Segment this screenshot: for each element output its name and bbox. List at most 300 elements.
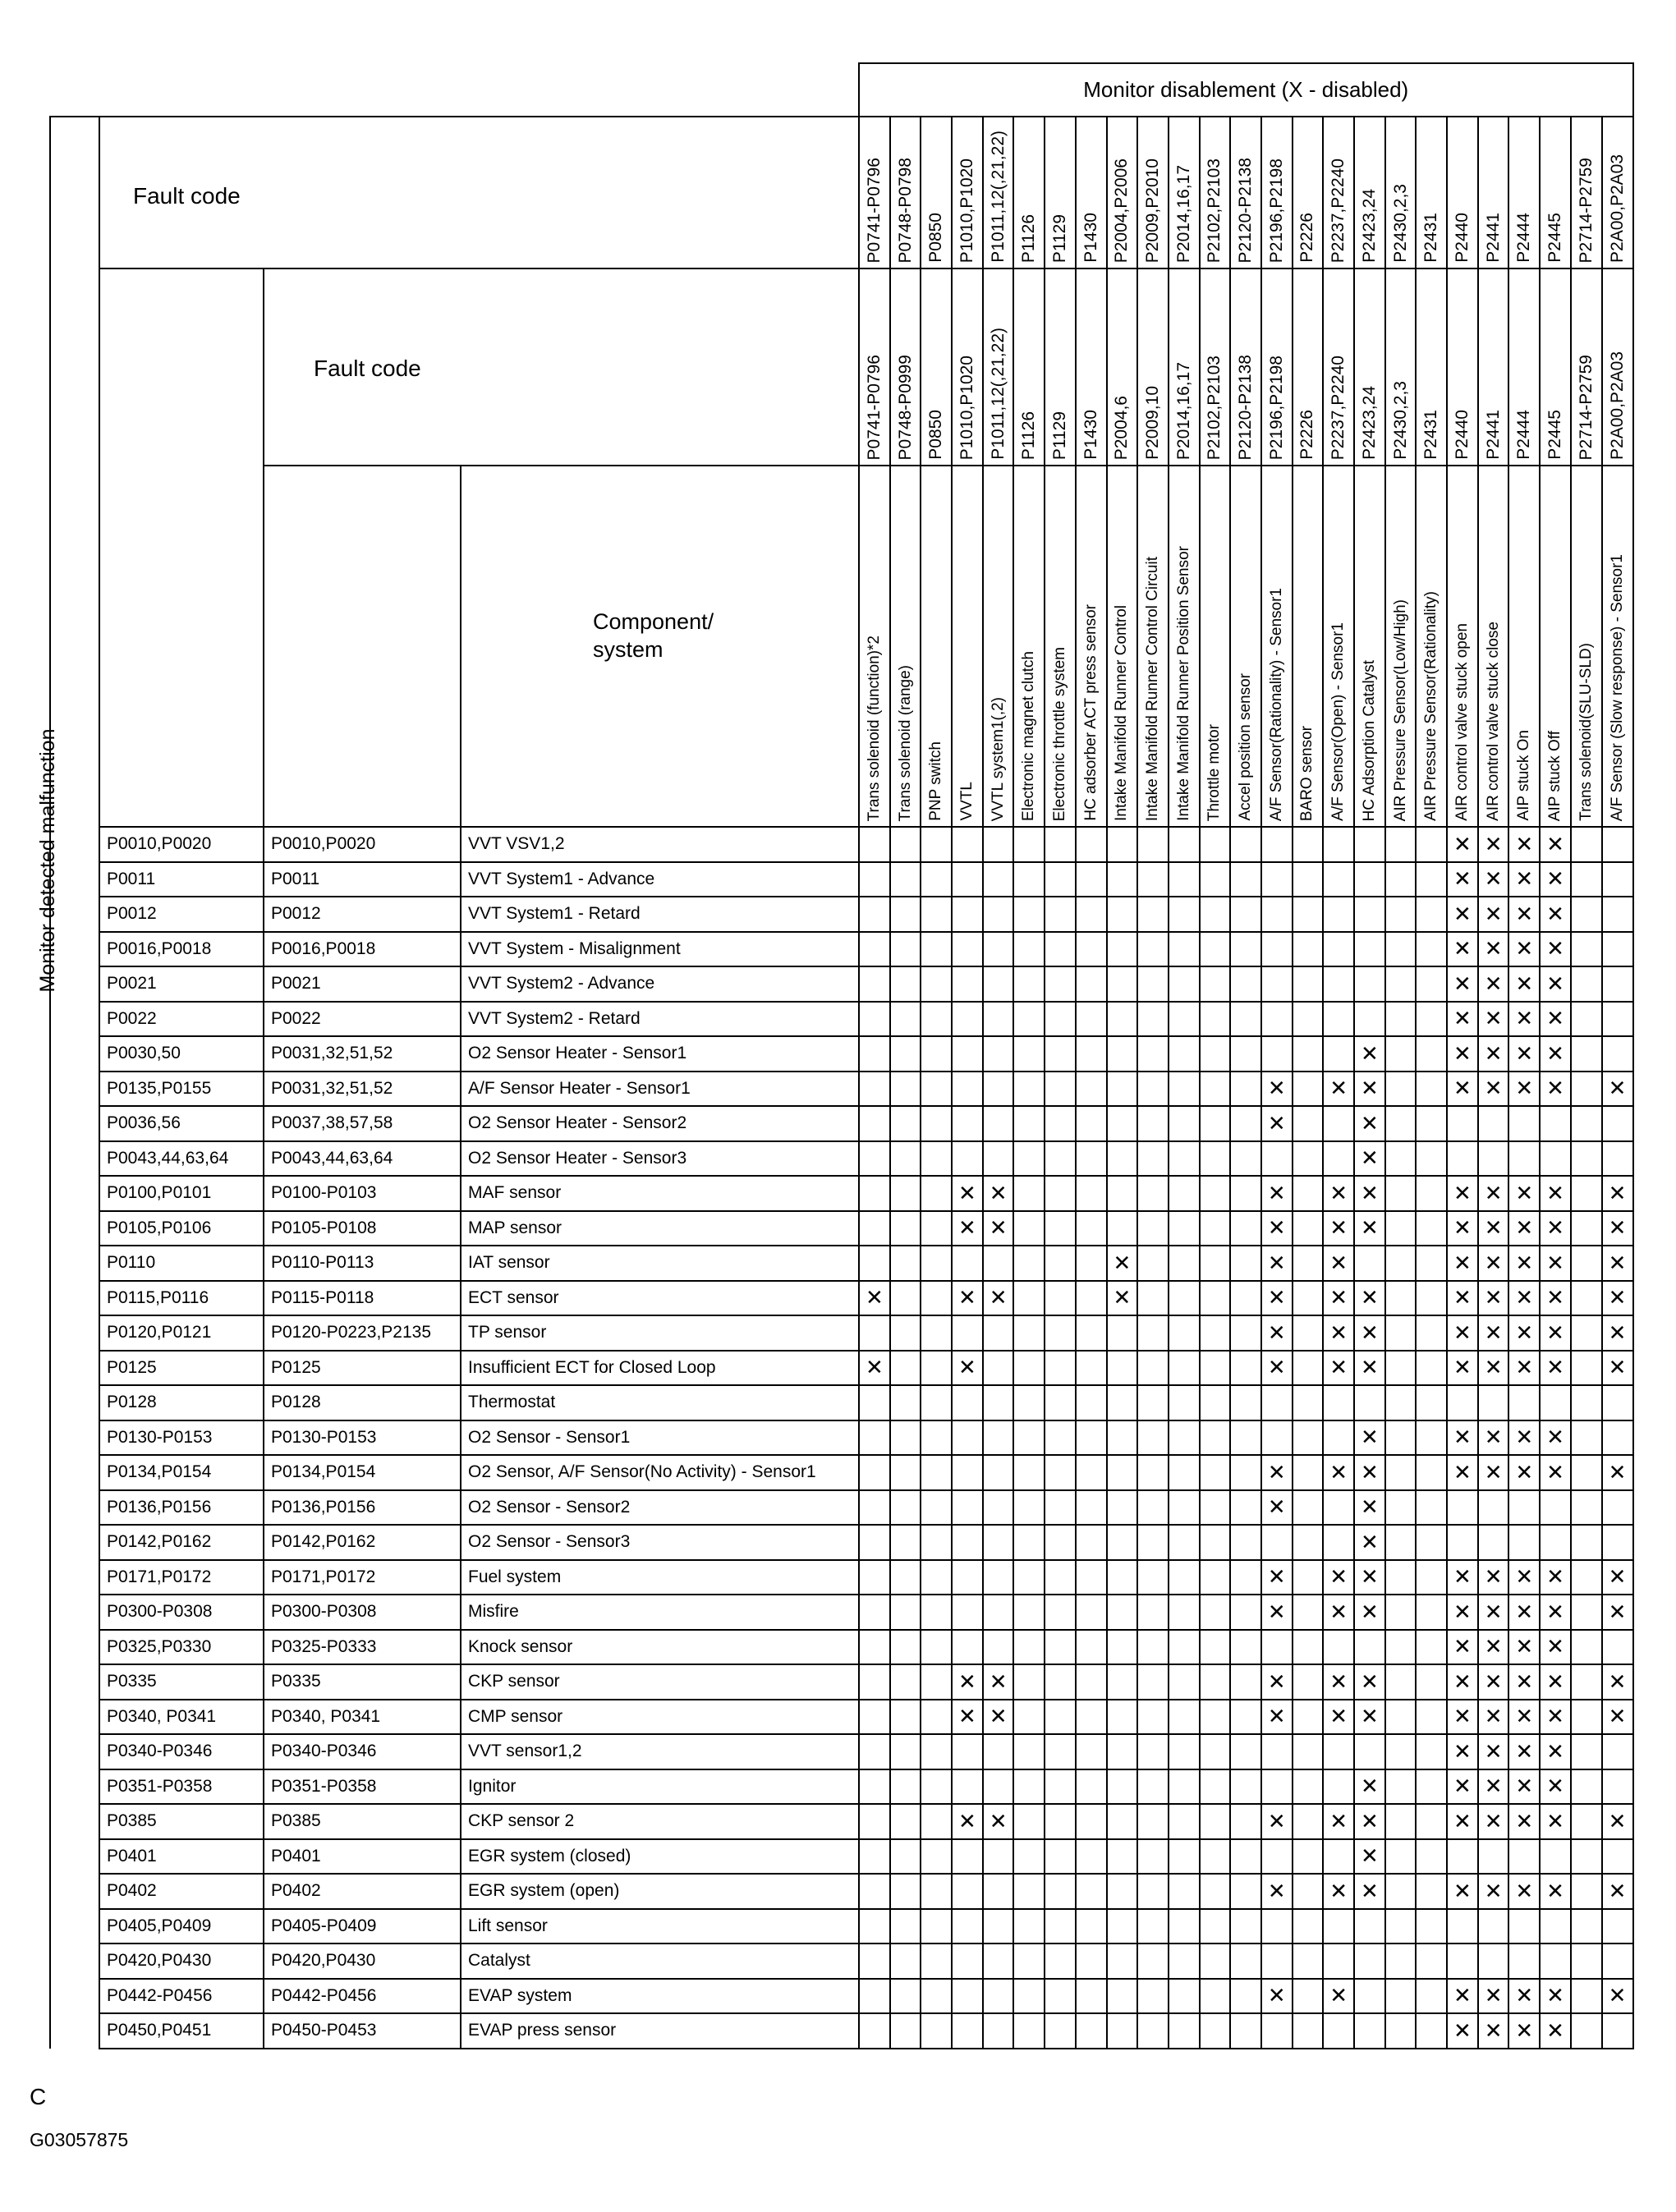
table-row xyxy=(50,897,1633,932)
disable-mark-cell xyxy=(1013,1490,1045,1526)
disable-mark-cell xyxy=(1076,1874,1107,1909)
column-code1-header xyxy=(952,117,983,268)
column-code2-text: P2102,P2103 xyxy=(1205,355,1224,460)
disable-mark-cell xyxy=(1354,1002,1385,1037)
disable-mark-cell xyxy=(1107,1769,1138,1805)
disable-mark-cell xyxy=(1571,932,1602,967)
disable-mark-cell xyxy=(921,1769,952,1805)
disable-mark-cell xyxy=(1107,1944,1138,1979)
disable-mark-cell xyxy=(1447,1385,1478,1420)
disable-mark-cell: ✕ xyxy=(1508,1420,1540,1456)
disable-mark-cell: ✕ xyxy=(1540,1420,1571,1456)
disable-mark-cell xyxy=(1169,932,1200,967)
disable-mark-cell xyxy=(1045,1315,1076,1351)
disable-mark-cell xyxy=(1602,1385,1633,1420)
disable-mark-cell: ✕ xyxy=(1508,2013,1540,2049)
disable-mark-cell xyxy=(1571,1909,1602,1944)
disable-mark-cell: ✕ xyxy=(1508,1630,1540,1665)
disable-mark-cell xyxy=(1045,827,1076,862)
disable-mark-cell xyxy=(1385,862,1417,897)
row-fault-code2: P0450-P0453 xyxy=(264,2013,461,2049)
disable-mark-cell xyxy=(1107,1141,1138,1177)
disable-mark-cell xyxy=(1230,1839,1261,1875)
disable-mark-cell: ✕ xyxy=(1447,1315,1478,1351)
column-component-text: Intake Manifold Runner Position Sensor xyxy=(1174,546,1192,821)
row-component: O2 Sensor Heater - Sensor2 xyxy=(461,1106,859,1141)
column-component-text: VVTL xyxy=(957,782,976,821)
disable-mark-cell xyxy=(1169,1072,1200,1107)
disable-mark-cell xyxy=(1107,1595,1138,1630)
disable-mark-cell: ✕ xyxy=(1478,897,1509,932)
disable-mark-cell xyxy=(1230,1525,1261,1560)
disable-mark-cell xyxy=(1385,1072,1417,1107)
column-code1-text: P2423,24 xyxy=(1359,189,1379,263)
disable-mark-cell xyxy=(1261,1630,1293,1665)
disable-mark-cell xyxy=(1385,1804,1417,1839)
disable-mark-cell xyxy=(1416,1141,1447,1177)
disable-mark-cell xyxy=(952,1385,983,1420)
column-component-text: AIR Pressure Sensor(Low/High) xyxy=(1391,599,1409,821)
disable-mark-cell xyxy=(1293,1734,1324,1769)
disable-mark-cell xyxy=(921,1176,952,1211)
disable-mark-cell xyxy=(1230,862,1261,897)
disable-mark-cell: ✕ xyxy=(1354,1351,1385,1386)
disable-mark-cell xyxy=(1261,1909,1293,1944)
disable-mark-cell xyxy=(1230,1734,1261,1769)
row-component: CKP sensor xyxy=(461,1664,859,1700)
disable-mark-cell xyxy=(890,1769,921,1805)
disable-mark-cell xyxy=(1385,897,1417,932)
disable-mark-cell xyxy=(1045,1002,1076,1037)
disable-mark-cell xyxy=(1571,1630,1602,1665)
disable-mark-cell xyxy=(890,897,921,932)
disable-mark-cell: ✕ xyxy=(1602,1664,1633,1700)
disable-mark-cell xyxy=(1416,1106,1447,1141)
disable-mark-cell: ✕ xyxy=(1508,1455,1540,1490)
column-component-header xyxy=(859,466,890,827)
disable-mark-cell xyxy=(1076,1595,1107,1630)
disable-mark-cell: ✕ xyxy=(1354,1420,1385,1456)
disable-mark-cell xyxy=(1508,1525,1540,1560)
disable-mark-cell: ✕ xyxy=(1478,1630,1509,1665)
disable-mark-cell xyxy=(921,897,952,932)
disable-mark-cell: ✕ xyxy=(1540,1176,1571,1211)
disable-mark-cell: ✕ xyxy=(1261,1490,1293,1526)
disable-mark-cell xyxy=(1107,1072,1138,1107)
disable-mark-cell xyxy=(1200,1700,1231,1735)
disable-mark-cell xyxy=(1385,1281,1417,1316)
disable-mark-cell xyxy=(1169,827,1200,862)
row-component: EVAP press sensor xyxy=(461,2013,859,2049)
disable-mark-cell xyxy=(921,1839,952,1875)
disable-mark-cell xyxy=(921,862,952,897)
column-code1-text: P1010,P1020 xyxy=(957,158,976,263)
disable-mark-cell xyxy=(1076,1664,1107,1700)
disable-mark-cell xyxy=(1602,1036,1633,1072)
row-component: VVT System - Misalignment xyxy=(461,932,859,967)
disable-mark-cell xyxy=(1602,897,1633,932)
disable-mark-cell xyxy=(1416,1211,1447,1246)
disable-mark-cell xyxy=(1230,1246,1261,1281)
component-indent xyxy=(264,466,461,827)
table-row xyxy=(50,1351,1633,1386)
table-row xyxy=(50,827,1633,862)
table-row xyxy=(50,1700,1633,1735)
column-code1-header xyxy=(1137,117,1169,268)
disable-mark-cell xyxy=(1385,1734,1417,1769)
disable-mark-cell xyxy=(952,1072,983,1107)
disable-mark-cell xyxy=(983,1839,1014,1875)
disable-mark-cell xyxy=(921,1560,952,1595)
disable-mark-cell xyxy=(1169,1420,1200,1456)
disable-mark-cell xyxy=(1293,1664,1324,1700)
disable-mark-cell xyxy=(1261,862,1293,897)
row-fault-code2: P0022 xyxy=(264,1002,461,1037)
disable-mark-cell xyxy=(1013,862,1045,897)
disable-mark-cell xyxy=(1200,2013,1231,2049)
table-row xyxy=(50,1490,1633,1526)
column-code1-header xyxy=(1107,117,1138,268)
disable-mark-cell xyxy=(1571,1351,1602,1386)
disable-mark-cell: ✕ xyxy=(1354,1839,1385,1875)
column-code1-text: P0741-P0796 xyxy=(864,157,884,263)
column-code2-text: P0850 xyxy=(926,410,946,460)
disable-mark-cell xyxy=(1571,1874,1602,1909)
disable-mark-cell xyxy=(952,1036,983,1072)
disable-mark-cell: ✕ xyxy=(1540,1769,1571,1805)
column-code1-header xyxy=(921,117,952,268)
disable-mark-cell xyxy=(1385,1315,1417,1351)
column-component-text: AIP stuck On xyxy=(1515,730,1533,821)
disable-mark-cell xyxy=(1602,932,1633,967)
row-fault-code2: P0031,32,51,52 xyxy=(264,1036,461,1072)
disable-mark-cell xyxy=(1416,932,1447,967)
column-code1-text: P2014,16,17 xyxy=(1173,164,1193,263)
column-component-header xyxy=(1107,466,1138,827)
row-component: O2 Sensor - Sensor1 xyxy=(461,1420,859,1456)
column-code2-header xyxy=(983,268,1014,466)
disable-mark-cell xyxy=(1045,2013,1076,2049)
column-code1-header xyxy=(1200,117,1231,268)
disable-mark-cell xyxy=(859,1490,890,1526)
disable-mark-cell xyxy=(890,1909,921,1944)
disable-mark-cell: ✕ xyxy=(1540,2013,1571,2049)
table-row xyxy=(50,966,1633,1002)
disable-mark-cell xyxy=(1478,1141,1509,1177)
disable-mark-cell: ✕ xyxy=(1508,1700,1540,1735)
row-fault-code2: P0110-P0113 xyxy=(264,1246,461,1281)
column-code1-header xyxy=(1540,117,1571,268)
column-code2-header xyxy=(1416,268,1447,466)
disable-mark-cell xyxy=(1571,897,1602,932)
column-code2-text: P2009,10 xyxy=(1143,386,1163,460)
disable-mark-cell xyxy=(890,1630,921,1665)
table-row xyxy=(50,1036,1633,1072)
disable-mark-cell xyxy=(1540,1839,1571,1875)
disable-mark-cell xyxy=(1045,1630,1076,1665)
disable-mark-cell xyxy=(1200,1560,1231,1595)
disable-mark-cell xyxy=(1107,827,1138,862)
disable-mark-cell xyxy=(1137,1385,1169,1420)
disable-mark-cell xyxy=(1137,1700,1169,1735)
disable-mark-cell xyxy=(1354,1630,1385,1665)
disable-mark-cell xyxy=(1540,1909,1571,1944)
table-row xyxy=(50,1246,1633,1281)
disable-mark-cell xyxy=(1013,1630,1045,1665)
disable-mark-cell xyxy=(1261,827,1293,862)
row-component: O2 Sensor Heater - Sensor1 xyxy=(461,1036,859,1072)
disable-mark-cell: ✕ xyxy=(1508,1002,1540,1037)
disable-mark-cell xyxy=(859,1176,890,1211)
disable-mark-cell xyxy=(1107,1490,1138,1526)
row-fault-code1: P0402 xyxy=(99,1874,264,1909)
disable-mark-cell: ✕ xyxy=(1261,1874,1293,1909)
row-component: O2 Sensor - Sensor3 xyxy=(461,1525,859,1560)
disable-mark-cell xyxy=(1323,2013,1354,2049)
disable-mark-cell xyxy=(952,1874,983,1909)
disable-mark-cell xyxy=(1323,1630,1354,1665)
row-component: Catalyst xyxy=(461,1944,859,1979)
disable-mark-cell xyxy=(983,1246,1014,1281)
disable-mark-cell xyxy=(921,1804,952,1839)
disable-mark-cell: ✕ xyxy=(1323,1700,1354,1735)
column-component-text: HC adsorber ACT press sensor xyxy=(1081,604,1100,821)
row-fault-code2: P0442-P0456 xyxy=(264,1979,461,2014)
disable-mark-cell xyxy=(1013,1351,1045,1386)
disable-mark-cell xyxy=(1013,966,1045,1002)
row-fault-code1: P0142,P0162 xyxy=(99,1525,264,1560)
column-code2-text: P1010,P1020 xyxy=(957,355,976,460)
row-fault-code1: P0385 xyxy=(99,1804,264,1839)
disable-mark-cell xyxy=(1571,1036,1602,1072)
disable-mark-cell xyxy=(859,1944,890,1979)
disable-mark-cell xyxy=(1107,1664,1138,1700)
column-code2-text: P2430,2,3 xyxy=(1390,381,1410,460)
disable-mark-cell xyxy=(1169,1769,1200,1805)
disable-mark-cell xyxy=(1200,1281,1231,1316)
disable-mark-cell: ✕ xyxy=(1354,1072,1385,1107)
disable-mark-cell: ✕ xyxy=(952,1351,983,1386)
row-fault-code2: P0011 xyxy=(264,862,461,897)
disable-mark-cell xyxy=(890,1455,921,1490)
disable-mark-cell xyxy=(1169,1036,1200,1072)
column-component-header xyxy=(1416,466,1447,827)
disable-mark-cell xyxy=(921,1734,952,1769)
disable-mark-cell: ✕ xyxy=(1478,1281,1509,1316)
column-component-header xyxy=(1076,466,1107,827)
column-code2-header xyxy=(1540,268,1571,466)
disable-mark-cell xyxy=(983,1002,1014,1037)
column-code2-header xyxy=(1478,268,1509,466)
row-fault-code1: P0442-P0456 xyxy=(99,1979,264,2014)
row-fault-code1: P0134,P0154 xyxy=(99,1455,264,1490)
disable-mark-cell xyxy=(1571,1315,1602,1351)
disable-mark-cell xyxy=(1261,1944,1293,1979)
table-row xyxy=(50,1630,1633,1665)
disable-mark-cell xyxy=(890,1595,921,1630)
disable-mark-cell xyxy=(1137,1560,1169,1595)
disable-mark-cell xyxy=(1045,1351,1076,1386)
disable-mark-cell: ✕ xyxy=(1540,1874,1571,1909)
disable-mark-cell xyxy=(1200,1490,1231,1526)
disable-mark-cell xyxy=(1107,1700,1138,1735)
disable-mark-cell xyxy=(890,1525,921,1560)
header-title: Monitor disablement (X - disabled) xyxy=(859,63,1633,117)
disable-mark-cell xyxy=(859,932,890,967)
disable-mark-cell xyxy=(1293,1525,1324,1560)
disable-mark-cell: ✕ xyxy=(952,1664,983,1700)
blank-corner xyxy=(50,63,859,117)
disable-mark-cell xyxy=(1200,932,1231,967)
disable-mark-cell: ✕ xyxy=(1602,1351,1633,1386)
table-row xyxy=(50,1804,1633,1839)
disable-mark-cell xyxy=(890,1979,921,2014)
row-component: VVT System2 - Advance xyxy=(461,966,859,1002)
table-row xyxy=(50,2013,1633,2049)
disable-mark-cell xyxy=(1137,1106,1169,1141)
disable-mark-cell xyxy=(1416,1769,1447,1805)
disable-mark-cell: ✕ xyxy=(1478,1036,1509,1072)
disable-mark-cell xyxy=(1045,1909,1076,1944)
disable-mark-cell xyxy=(1602,1002,1633,1037)
disable-mark-cell: ✕ xyxy=(1478,1734,1509,1769)
disable-mark-cell xyxy=(1602,1909,1633,1944)
disable-mark-cell: ✕ xyxy=(983,1700,1014,1735)
disable-mark-cell xyxy=(1200,1839,1231,1875)
disable-mark-cell xyxy=(1169,1002,1200,1037)
row-fault-code1: P0325,P0330 xyxy=(99,1630,264,1665)
disable-mark-cell xyxy=(1045,1874,1076,1909)
disable-mark-cell xyxy=(1076,1525,1107,1560)
disable-mark-cell xyxy=(1076,1351,1107,1386)
disable-mark-cell: ✕ xyxy=(1478,1176,1509,1211)
disable-mark-cell xyxy=(890,1176,921,1211)
disable-mark-cell xyxy=(1107,966,1138,1002)
disable-mark-cell xyxy=(1416,1944,1447,1979)
disable-mark-cell xyxy=(1200,1420,1231,1456)
column-component-text: VVTL system1(,2) xyxy=(989,696,1007,821)
column-code1-text: P2445 xyxy=(1545,213,1564,263)
disable-mark-cell xyxy=(921,1909,952,1944)
disable-mark-cell: ✕ xyxy=(1447,1874,1478,1909)
disable-mark-cell xyxy=(1293,1455,1324,1490)
disable-mark-cell xyxy=(1076,1176,1107,1211)
disable-mark-cell: ✕ xyxy=(1323,1281,1354,1316)
disable-mark-cell xyxy=(1230,1281,1261,1316)
disable-mark-cell xyxy=(1137,827,1169,862)
disable-mark-cell: ✕ xyxy=(1323,1595,1354,1630)
disable-mark-cell xyxy=(1293,1979,1324,2014)
disable-mark-cell xyxy=(1354,966,1385,1002)
column-code1-header xyxy=(1293,117,1324,268)
disable-mark-cell: ✕ xyxy=(1261,1211,1293,1246)
disable-mark-cell xyxy=(1571,1734,1602,1769)
disable-mark-cell xyxy=(952,1734,983,1769)
disable-mark-cell xyxy=(952,1944,983,1979)
column-code2-header xyxy=(1602,268,1633,466)
disable-mark-cell xyxy=(1293,1804,1324,1839)
disable-mark-cell xyxy=(1076,1734,1107,1769)
row-fault-code2: P0134,P0154 xyxy=(264,1455,461,1490)
disable-mark-cell xyxy=(983,1385,1014,1420)
disable-mark-cell xyxy=(859,1734,890,1769)
disable-mark-cell xyxy=(890,1036,921,1072)
disable-mark-cell xyxy=(1045,1455,1076,1490)
row-component: EGR system (open) xyxy=(461,1874,859,1909)
disable-mark-cell xyxy=(1385,1769,1417,1805)
disable-mark-cell xyxy=(952,1909,983,1944)
column-component-text: HC Adsorption Catalyst xyxy=(1360,659,1378,821)
column-component-header xyxy=(1261,466,1293,827)
disable-mark-cell: ✕ xyxy=(1508,1979,1540,2014)
disable-mark-cell xyxy=(1416,1281,1447,1316)
disable-mark-cell xyxy=(1169,1315,1200,1351)
column-code1-text: P2440 xyxy=(1452,213,1472,263)
disable-mark-cell xyxy=(890,1315,921,1351)
disable-mark-cell xyxy=(1137,1072,1169,1107)
disable-mark-cell xyxy=(1137,1664,1169,1700)
row-fault-code1: P0120,P0121 xyxy=(99,1315,264,1351)
column-code2-header xyxy=(1107,268,1138,466)
disable-mark-cell xyxy=(1602,966,1633,1002)
column-code1-header xyxy=(1013,117,1045,268)
column-code1-text: P2714-P2759 xyxy=(1576,157,1596,263)
disable-mark-cell: ✕ xyxy=(1261,1176,1293,1211)
disable-mark-cell xyxy=(1416,1839,1447,1875)
disable-mark-cell: ✕ xyxy=(1323,1664,1354,1700)
disable-mark-cell xyxy=(1447,1141,1478,1177)
disable-mark-cell xyxy=(890,1420,921,1456)
disable-mark-cell xyxy=(1045,897,1076,932)
column-component-text: Intake Manifold Runner Control xyxy=(1113,605,1131,821)
disable-mark-cell xyxy=(1385,1246,1417,1281)
row-fault-code2: P0340, P0341 xyxy=(264,1700,461,1735)
disable-mark-cell xyxy=(1169,1734,1200,1769)
disable-mark-cell xyxy=(1293,1281,1324,1316)
disable-mark-cell xyxy=(1230,1630,1261,1665)
disable-mark-cell: ✕ xyxy=(1447,897,1478,932)
disable-mark-cell xyxy=(1169,1909,1200,1944)
disable-mark-cell xyxy=(890,827,921,862)
disable-mark-cell xyxy=(1013,1664,1045,1700)
disable-mark-cell xyxy=(859,1141,890,1177)
column-component-text: AIR control valve stuck close xyxy=(1484,622,1502,821)
disable-mark-cell: ✕ xyxy=(1540,966,1571,1002)
disable-mark-cell xyxy=(1013,1874,1045,1909)
disable-mark-cell xyxy=(1293,1874,1324,1909)
disable-mark-cell xyxy=(859,827,890,862)
disable-mark-cell xyxy=(1385,1595,1417,1630)
disable-mark-cell xyxy=(1447,1490,1478,1526)
disable-mark-cell xyxy=(983,1595,1014,1630)
table-row xyxy=(50,1979,1633,2014)
disable-mark-cell xyxy=(1385,1839,1417,1875)
row-fault-code2: P0136,P0156 xyxy=(264,1490,461,1526)
disable-mark-cell xyxy=(1013,1106,1045,1141)
disable-mark-cell xyxy=(1200,1944,1231,1979)
disable-mark-cell xyxy=(1076,1804,1107,1839)
column-code1-text: P0748-P0798 xyxy=(895,157,915,263)
disable-mark-cell: ✕ xyxy=(1354,1106,1385,1141)
disable-mark-cell xyxy=(1200,966,1231,1002)
row-fault-code1: P0021 xyxy=(99,966,264,1002)
fault-code-label-2: Fault code xyxy=(264,268,859,466)
column-component-header xyxy=(1045,466,1076,827)
column-code1-text: P1126 xyxy=(1019,213,1039,263)
disable-mark-cell xyxy=(1200,1525,1231,1560)
disable-mark-cell: ✕ xyxy=(1354,1315,1385,1351)
column-code2-header xyxy=(1571,268,1602,466)
